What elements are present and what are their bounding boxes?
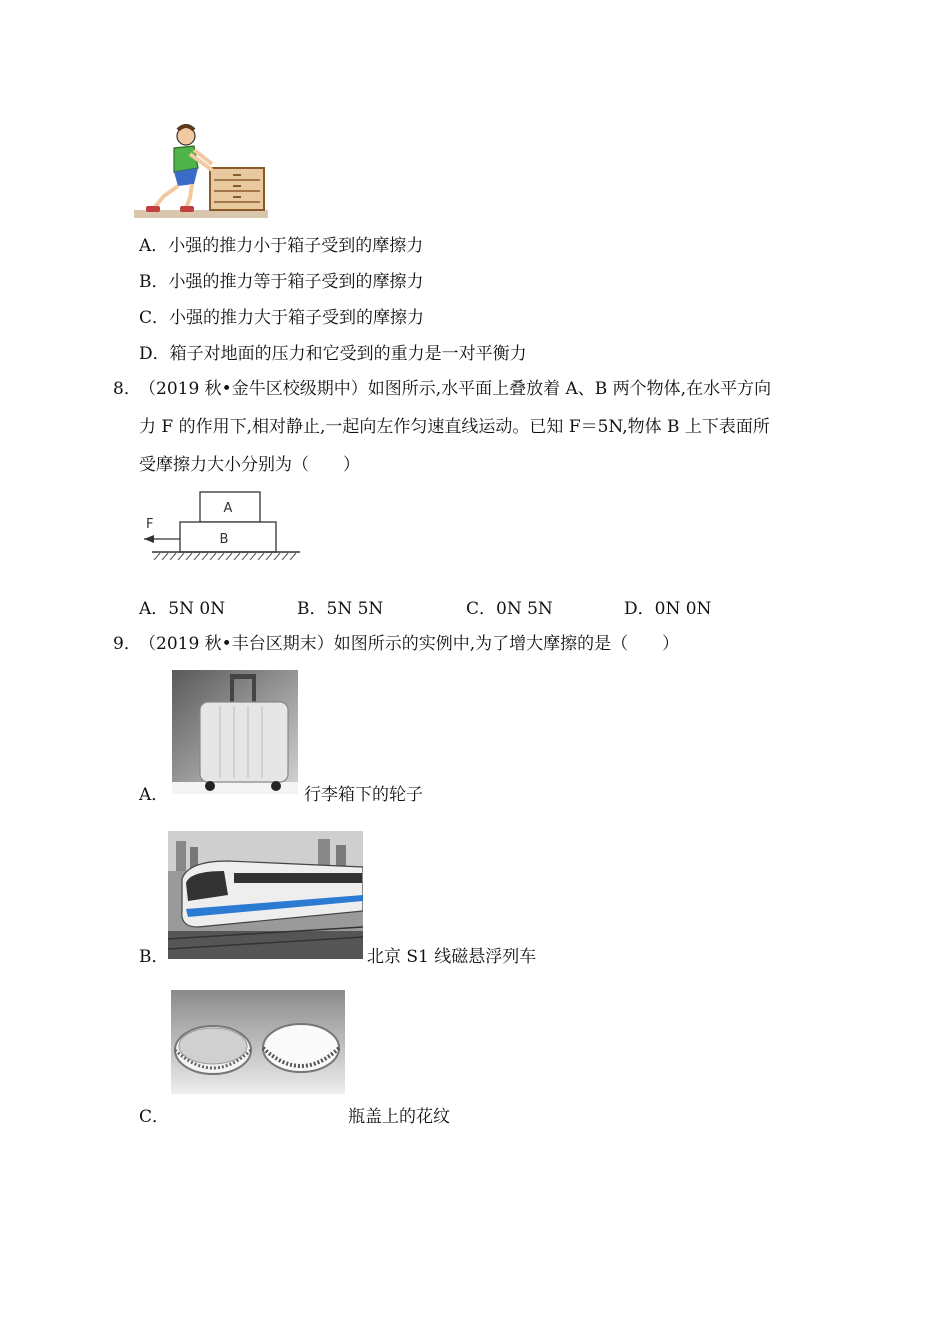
q7-option-c: C．小强的推力大于箱子受到的摩擦力 [139, 308, 425, 328]
q8-stem-line-1: （2019 秋•金牛区校级期中）如图所示,水平面上叠放着 A、B 两个物体,在水平方向 [139, 379, 772, 399]
stacked-blocks-figure [138, 488, 302, 566]
force-f-label: F [146, 517, 154, 532]
bottle-caps-photo [171, 990, 345, 1094]
q8-stem-line-2: 力 F 的作用下,相对静止,一起向左作匀速直线运动。已知 F＝5N,物体 B 上下表面所 [139, 417, 770, 437]
q9-option-c-text: 瓶盖上的花纹 [348, 1107, 450, 1127]
q7-option-a: A．小强的推力小于箱子受到的摩擦力 [139, 236, 424, 256]
block-a-label: A [223, 501, 233, 516]
suitcase-photo [172, 670, 298, 794]
q8-stem-line-3: 受摩擦力大小分别为（ ） [139, 455, 360, 475]
q8-number: 8． [113, 379, 141, 399]
q7-option-b: B．小强的推力等于箱子受到的摩擦力 [139, 272, 424, 292]
q9-option-c-letter: C． [139, 1107, 170, 1127]
q8-option-a: A．5N 0N [139, 599, 226, 619]
q9-option-b-text: 北京 S1 线磁悬浮列车 [367, 947, 537, 967]
q8-option-c: C．0N 5N [466, 599, 553, 619]
q7-option-d: D．箱子对地面的压力和它受到的重力是一对平衡力 [139, 344, 527, 364]
q9-option-a-letter: A． [139, 785, 169, 805]
q9-option-b-letter: B． [139, 947, 169, 967]
boy-pushing-box-figure [134, 124, 268, 220]
q9-stem: （2019 秋•丰台区期末）如图所示的实例中,为了增大摩擦的是（ ） [139, 634, 680, 654]
block-b-label: B [219, 532, 229, 547]
maglev-train-photo [168, 831, 363, 959]
q8-option-b: B．5N 5N [297, 599, 384, 619]
q8-option-d: D．0N 0N [624, 599, 712, 619]
q9-number: 9． [113, 634, 141, 654]
q9-option-a-text: 行李箱下的轮子 [304, 785, 423, 805]
